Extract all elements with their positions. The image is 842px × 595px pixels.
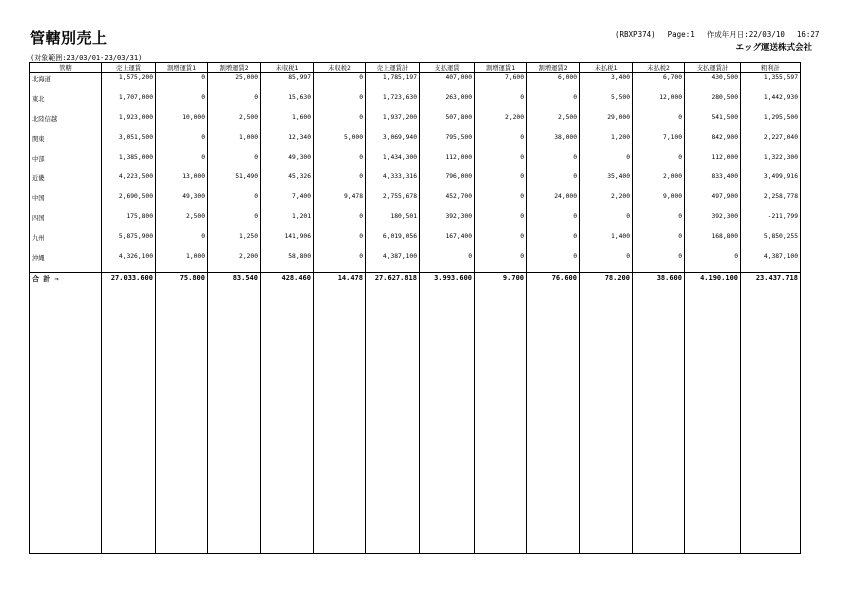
value-cell: 12,000 (633, 93, 685, 113)
value-cell: 1,400 (580, 232, 633, 252)
blank-cell (30, 290, 102, 554)
value-cell: 0 (208, 153, 261, 173)
region-cell: 中部 (30, 153, 102, 173)
value-cell: 4.190.100 (685, 272, 741, 290)
page-number: Page:1 (667, 30, 695, 39)
column-header: 支払運賃計 (685, 63, 741, 73)
value-cell: 0 (208, 93, 261, 113)
value-cell: 0 (314, 73, 366, 93)
value-cell: 1,000 (208, 133, 261, 153)
value-cell: 2,200 (580, 192, 633, 212)
column-header: 売上運賃計 (366, 63, 420, 73)
value-cell: 0 (633, 113, 685, 133)
value-cell: 168,800 (685, 232, 741, 252)
value-cell: 2,690,500 (102, 192, 156, 212)
value-cell: 112,000 (420, 153, 475, 173)
region-cell: 東北 (30, 93, 102, 113)
value-cell: 1,385,000 (102, 153, 156, 173)
value-cell: 23.437.718 (741, 272, 801, 290)
table-row (30, 172, 801, 192)
column-header: 管轄 (30, 63, 102, 73)
value-cell: 13,000 (156, 172, 208, 192)
value-cell: 0 (580, 153, 633, 173)
table-header-row (30, 63, 801, 73)
blank-cell (208, 290, 261, 554)
value-cell: 4,223,500 (102, 172, 156, 192)
value-cell: 507,800 (420, 113, 475, 133)
value-cell: 0 (156, 93, 208, 113)
table-row (30, 252, 801, 272)
table-row (30, 153, 801, 173)
value-cell: 392,300 (420, 212, 475, 232)
value-cell: 0 (420, 252, 475, 272)
blank-cell (420, 290, 475, 554)
value-cell: 795,500 (420, 133, 475, 153)
value-cell: 49,300 (261, 153, 314, 173)
value-cell: 10,000 (156, 113, 208, 133)
region-cell: 合 計 ⇒ (30, 272, 102, 290)
value-cell: 1,434,300 (366, 153, 420, 173)
value-cell: 1,201 (261, 212, 314, 232)
column-header: 割増運賃1 (475, 63, 527, 73)
value-cell: 280,500 (685, 93, 741, 113)
value-cell: 4,326,100 (102, 252, 156, 272)
value-cell: 6,019,056 (366, 232, 420, 252)
value-cell: 0 (475, 232, 527, 252)
value-cell: 1,355,597 (741, 73, 801, 93)
value-cell: 0 (314, 212, 366, 232)
column-header: 未収税1 (261, 63, 314, 73)
value-cell: 1,000 (156, 252, 208, 272)
value-cell: 0 (475, 252, 527, 272)
target-range: (対象範囲:23/03/01-23/03/31) (30, 54, 143, 62)
value-cell: 3,069,940 (366, 133, 420, 153)
value-cell: 9,478 (314, 192, 366, 212)
value-cell: 38.600 (633, 272, 685, 290)
created-time: 16:27 (796, 30, 820, 39)
value-cell: 428.460 (261, 272, 314, 290)
blank-cell (527, 290, 580, 554)
value-cell: 4,387,100 (741, 252, 801, 272)
blank-cell (475, 290, 527, 554)
region-cell: 関東 (30, 133, 102, 153)
table-row (30, 232, 801, 252)
value-cell: 0 (475, 153, 527, 173)
value-cell: 6,700 (633, 73, 685, 93)
value-cell: 45,326 (261, 172, 314, 192)
region-cell: 北海道 (30, 73, 102, 93)
value-cell: 180,501 (366, 212, 420, 232)
value-cell: 497,900 (685, 192, 741, 212)
value-cell: 1,442,930 (741, 93, 801, 113)
value-cell: 0 (156, 73, 208, 93)
value-cell: 2,500 (156, 212, 208, 232)
value-cell: 76.600 (527, 272, 580, 290)
value-cell: 35,400 (580, 172, 633, 192)
value-cell: 0 (633, 252, 685, 272)
value-cell: 5,000 (314, 133, 366, 153)
value-cell: 0 (633, 153, 685, 173)
value-cell: 0 (633, 232, 685, 252)
region-cell: 沖縄 (30, 252, 102, 272)
value-cell: 3.993.600 (420, 272, 475, 290)
value-cell: 0 (527, 212, 580, 232)
value-cell: 5,850,255 (741, 232, 801, 252)
value-cell: 0 (527, 93, 580, 113)
total-row (30, 272, 801, 290)
value-cell: 2,000 (633, 172, 685, 192)
value-cell: 0 (527, 153, 580, 173)
value-cell: 12,340 (261, 133, 314, 153)
value-cell: 24,000 (527, 192, 580, 212)
table-row (30, 93, 801, 113)
value-cell: 2,227,040 (741, 133, 801, 153)
value-cell: 0 (580, 252, 633, 272)
value-cell: 263,000 (420, 93, 475, 113)
report-code: (RBXP374) (615, 30, 656, 39)
value-cell: 7,600 (475, 73, 527, 93)
column-header: 未収税2 (314, 63, 366, 73)
created-date: 作成年月日:22/03/10 (706, 30, 785, 39)
report-meta (615, 29, 831, 40)
value-cell: 112,000 (685, 153, 741, 173)
value-cell: 0 (314, 113, 366, 133)
blank-cell (633, 290, 685, 554)
value-cell: 1,723,630 (366, 93, 420, 113)
value-cell: 51,490 (208, 172, 261, 192)
blank-cell (314, 290, 366, 554)
value-cell: 842,900 (685, 133, 741, 153)
value-cell: 0 (156, 133, 208, 153)
value-cell: 0 (156, 153, 208, 173)
column-header: 売上運賃 (102, 63, 156, 73)
value-cell: 27.033.600 (102, 272, 156, 290)
value-cell: 5,875,900 (102, 232, 156, 252)
column-header: 未払税1 (580, 63, 633, 73)
report-title: 管轄別売上 (30, 29, 108, 47)
region-cell: 四国 (30, 212, 102, 232)
value-cell: 430,500 (685, 73, 741, 93)
blank-cell (685, 290, 741, 554)
value-cell: 0 (475, 192, 527, 212)
table-row (30, 192, 801, 212)
column-header: 未払税2 (633, 63, 685, 73)
company-name: エッグ運送株式会社 (735, 43, 812, 53)
value-cell: 0 (208, 212, 261, 232)
value-cell: 796,000 (420, 172, 475, 192)
value-cell: 15,630 (261, 93, 314, 113)
value-cell: 4,387,100 (366, 252, 420, 272)
value-cell: 1,295,500 (741, 113, 801, 133)
value-cell: 49,300 (156, 192, 208, 212)
value-cell: 833,400 (685, 172, 741, 192)
value-cell: 541,500 (685, 113, 741, 133)
value-cell: 407,000 (420, 73, 475, 93)
blank-cell (580, 290, 633, 554)
value-cell: 167,400 (420, 232, 475, 252)
value-cell: 2,755,678 (366, 192, 420, 212)
value-cell: 5,500 (580, 93, 633, 113)
table-body (30, 73, 801, 554)
region-cell: 近畿 (30, 172, 102, 192)
value-cell: 1,785,197 (366, 73, 420, 93)
value-cell: 0 (527, 232, 580, 252)
value-cell: 0 (475, 172, 527, 192)
sales-by-region-table (29, 62, 801, 554)
value-cell: 2,258,778 (741, 192, 801, 212)
blank-cell (102, 290, 156, 554)
value-cell: 1,200 (580, 133, 633, 153)
table-row (30, 212, 801, 232)
column-header: 支払運賃 (420, 63, 475, 73)
value-cell: 0 (314, 172, 366, 192)
value-cell: 0 (475, 93, 527, 113)
value-cell: 0 (314, 252, 366, 272)
value-cell: 78.200 (580, 272, 633, 290)
value-cell: 38,000 (527, 133, 580, 153)
value-cell: 25,000 (208, 73, 261, 93)
value-cell: 75.800 (156, 272, 208, 290)
value-cell: 1,937,200 (366, 113, 420, 133)
value-cell: 1,575,200 (102, 73, 156, 93)
value-cell: 85,997 (261, 73, 314, 93)
value-cell: 1,600 (261, 113, 314, 133)
value-cell: 0 (156, 232, 208, 252)
value-cell: 141,906 (261, 232, 314, 252)
table-row (30, 73, 801, 93)
value-cell: 0 (208, 192, 261, 212)
value-cell: 1,923,000 (102, 113, 156, 133)
value-cell: 0 (475, 212, 527, 232)
value-cell: 58,800 (261, 252, 314, 272)
value-cell: 0 (685, 252, 741, 272)
value-cell: 0 (475, 133, 527, 153)
value-cell: 7,400 (261, 192, 314, 212)
region-cell: 中国 (30, 192, 102, 212)
value-cell: 1,250 (208, 232, 261, 252)
value-cell: 29,000 (580, 113, 633, 133)
value-cell: 175,800 (102, 212, 156, 232)
table-row (30, 133, 801, 153)
blank-cell (261, 290, 314, 554)
value-cell: 0 (314, 232, 366, 252)
value-cell: 2,200 (475, 113, 527, 133)
value-cell: 392,300 (685, 212, 741, 232)
value-cell: 9.700 (475, 272, 527, 290)
region-cell: 九州 (30, 232, 102, 252)
column-header: 割増運賃1 (156, 63, 208, 73)
column-header: 粗利計 (741, 63, 801, 73)
value-cell: -211,799 (741, 212, 801, 232)
blank-cell (366, 290, 420, 554)
value-cell: 2,500 (208, 113, 261, 133)
value-cell: 3,400 (580, 73, 633, 93)
column-header: 割増運賃2 (527, 63, 580, 73)
value-cell: 7,100 (633, 133, 685, 153)
value-cell: 2,200 (208, 252, 261, 272)
value-cell: 2,500 (527, 113, 580, 133)
value-cell: 9,000 (633, 192, 685, 212)
value-cell: 6,000 (527, 73, 580, 93)
column-header: 割増運賃2 (208, 63, 261, 73)
value-cell: 0 (314, 153, 366, 173)
value-cell: 0 (580, 212, 633, 232)
value-cell: 27.627.818 (366, 272, 420, 290)
value-cell: 452,700 (420, 192, 475, 212)
blank-cell (156, 290, 208, 554)
value-cell: 1,707,000 (102, 93, 156, 113)
value-cell: 4,333,316 (366, 172, 420, 192)
value-cell: 83.540 (208, 272, 261, 290)
value-cell: 0 (314, 93, 366, 113)
value-cell: 3,051,500 (102, 133, 156, 153)
region-cell: 北陸信越 (30, 113, 102, 133)
value-cell: 14.478 (314, 272, 366, 290)
blank-filler-row (30, 290, 801, 554)
table-row (30, 113, 801, 133)
value-cell: 0 (527, 252, 580, 272)
value-cell: 3,499,916 (741, 172, 801, 192)
value-cell: 0 (633, 212, 685, 232)
blank-cell (741, 290, 801, 554)
value-cell: 0 (527, 172, 580, 192)
value-cell: 1,322,300 (741, 153, 801, 173)
